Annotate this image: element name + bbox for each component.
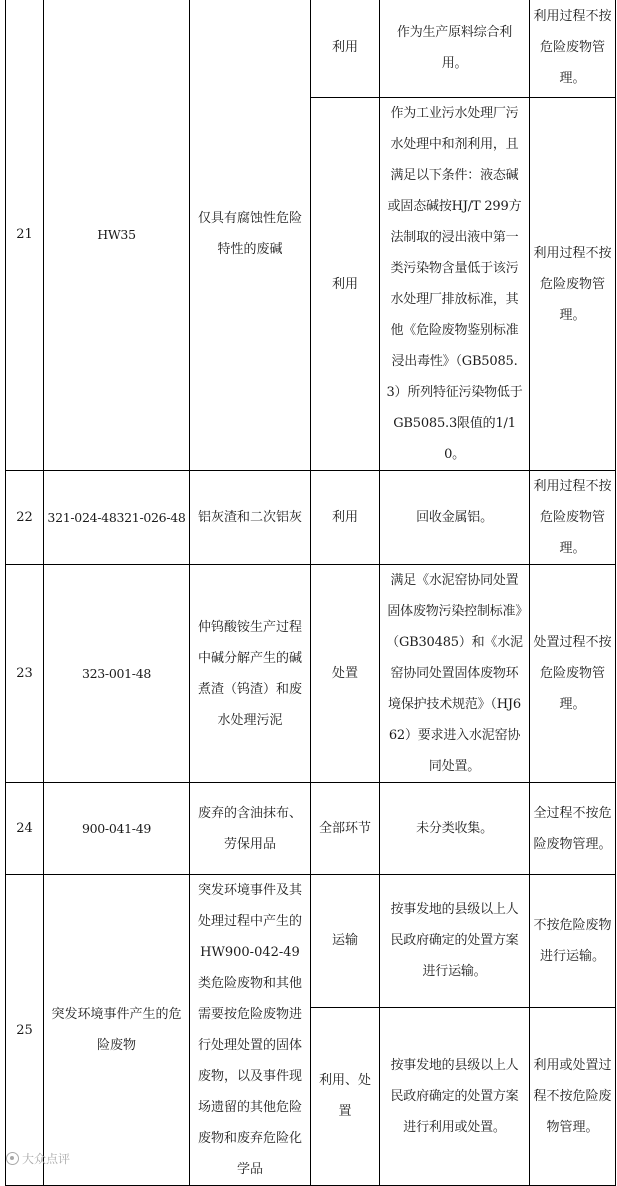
condition-cell: 满足《水泥窑协同处置固体废物污染控制标准》（GB30485）和《水泥窑协同处置固体废物环境保护技术规范》（HJ662）要求进入水泥窑协同处置。 bbox=[380, 565, 530, 783]
table-row bbox=[6, 565, 616, 783]
exemption-cell: 利用或处置过程不按危险废物管理。 bbox=[530, 1007, 616, 1185]
table-row bbox=[6, 471, 616, 565]
table-row bbox=[6, 875, 616, 1008]
waste-exemption-table bbox=[5, 0, 616, 1186]
stage-cell: 利用 bbox=[311, 0, 380, 98]
table-row bbox=[6, 783, 616, 875]
exemption-cell: 处置过程不按危险废物管理。 bbox=[530, 565, 616, 783]
stage-cell: 利用、处置 bbox=[311, 1007, 380, 1185]
waste-code: 323-001-48 bbox=[44, 565, 190, 783]
stage-cell: 利用 bbox=[311, 471, 380, 565]
row-number: 21 bbox=[6, 0, 44, 471]
exemption-cell: 全过程不按危险废物管理。 bbox=[530, 783, 616, 875]
waste-code: HW35 bbox=[44, 0, 190, 471]
stage-cell: 处置 bbox=[311, 565, 380, 783]
condition-cell: 作为工业污水处理厂污水处理中和剂利用，且满足以下条件：液态碱或固态碱按HJ/T 299方法制取的浸出液中第一类污染物含量低于该污水处理厂排放标准，其他《危险废物鉴别标准 浸出毒性》（GB5085.3）所列特征污染物低于GB5085.3限值的1/10。 bbox=[380, 98, 530, 471]
exemption-cell: 利用过程不按危险废物管理。 bbox=[530, 0, 616, 98]
waste-code: 900-041-49 bbox=[44, 783, 190, 875]
waste-name: 突发环境事件及其处理过程中产生的HW900-042-49类危险废物和其他需要按危险废物进行处理处置的固体废物，以及事件现场遗留的其他危险废物和废弃危险化学品 bbox=[190, 875, 311, 1186]
watermark-text: 大众点评 bbox=[22, 1152, 71, 1166]
waste-code: 321-024-48321-026-48 bbox=[44, 471, 190, 565]
stage-cell: 运输 bbox=[311, 875, 380, 1008]
row-number: 24 bbox=[6, 783, 44, 875]
condition-cell: 按事发地的县级以上人民政府确定的处置方案进行运输。 bbox=[380, 875, 530, 1008]
exemption-cell: 不按危险废物进行运输。 bbox=[530, 875, 616, 1008]
watermark bbox=[6, 1150, 70, 1167]
row-number: 23 bbox=[6, 565, 44, 783]
stage-cell: 利用 bbox=[311, 98, 380, 471]
waste-name: 仲钨酸铵生产过程中碱分解产生的碱煮渣（钨渣）和废水处理污泥 bbox=[190, 565, 311, 783]
waste-name: 仅具有腐蚀性危险特性的废碱 bbox=[190, 0, 311, 471]
exemption-cell: 利用过程不按危险废物管理。 bbox=[530, 98, 616, 471]
condition-cell: 作为生产原料综合利用。 bbox=[380, 0, 530, 98]
waste-code: 突发环境事件产生的危险废物 bbox=[44, 875, 190, 1186]
exemption-cell: 利用过程不按危险废物管理。 bbox=[530, 471, 616, 565]
waste-name: 铝灰渣和二次铝灰 bbox=[190, 471, 311, 565]
condition-cell: 回收金属铝。 bbox=[380, 471, 530, 565]
row-number: 25 bbox=[6, 875, 44, 1186]
row-number: 22 bbox=[6, 471, 44, 565]
waste-name: 废弃的含油抹布、劳保用品 bbox=[190, 783, 311, 875]
condition-cell: 未分类收集。 bbox=[380, 783, 530, 875]
condition-cell: 按事发地的县级以上人民政府确定的处置方案进行利用或处置。 bbox=[380, 1007, 530, 1185]
stage-cell: 全部环节 bbox=[311, 783, 380, 875]
table-row bbox=[6, 0, 616, 98]
camera-logo-icon bbox=[6, 1152, 19, 1165]
